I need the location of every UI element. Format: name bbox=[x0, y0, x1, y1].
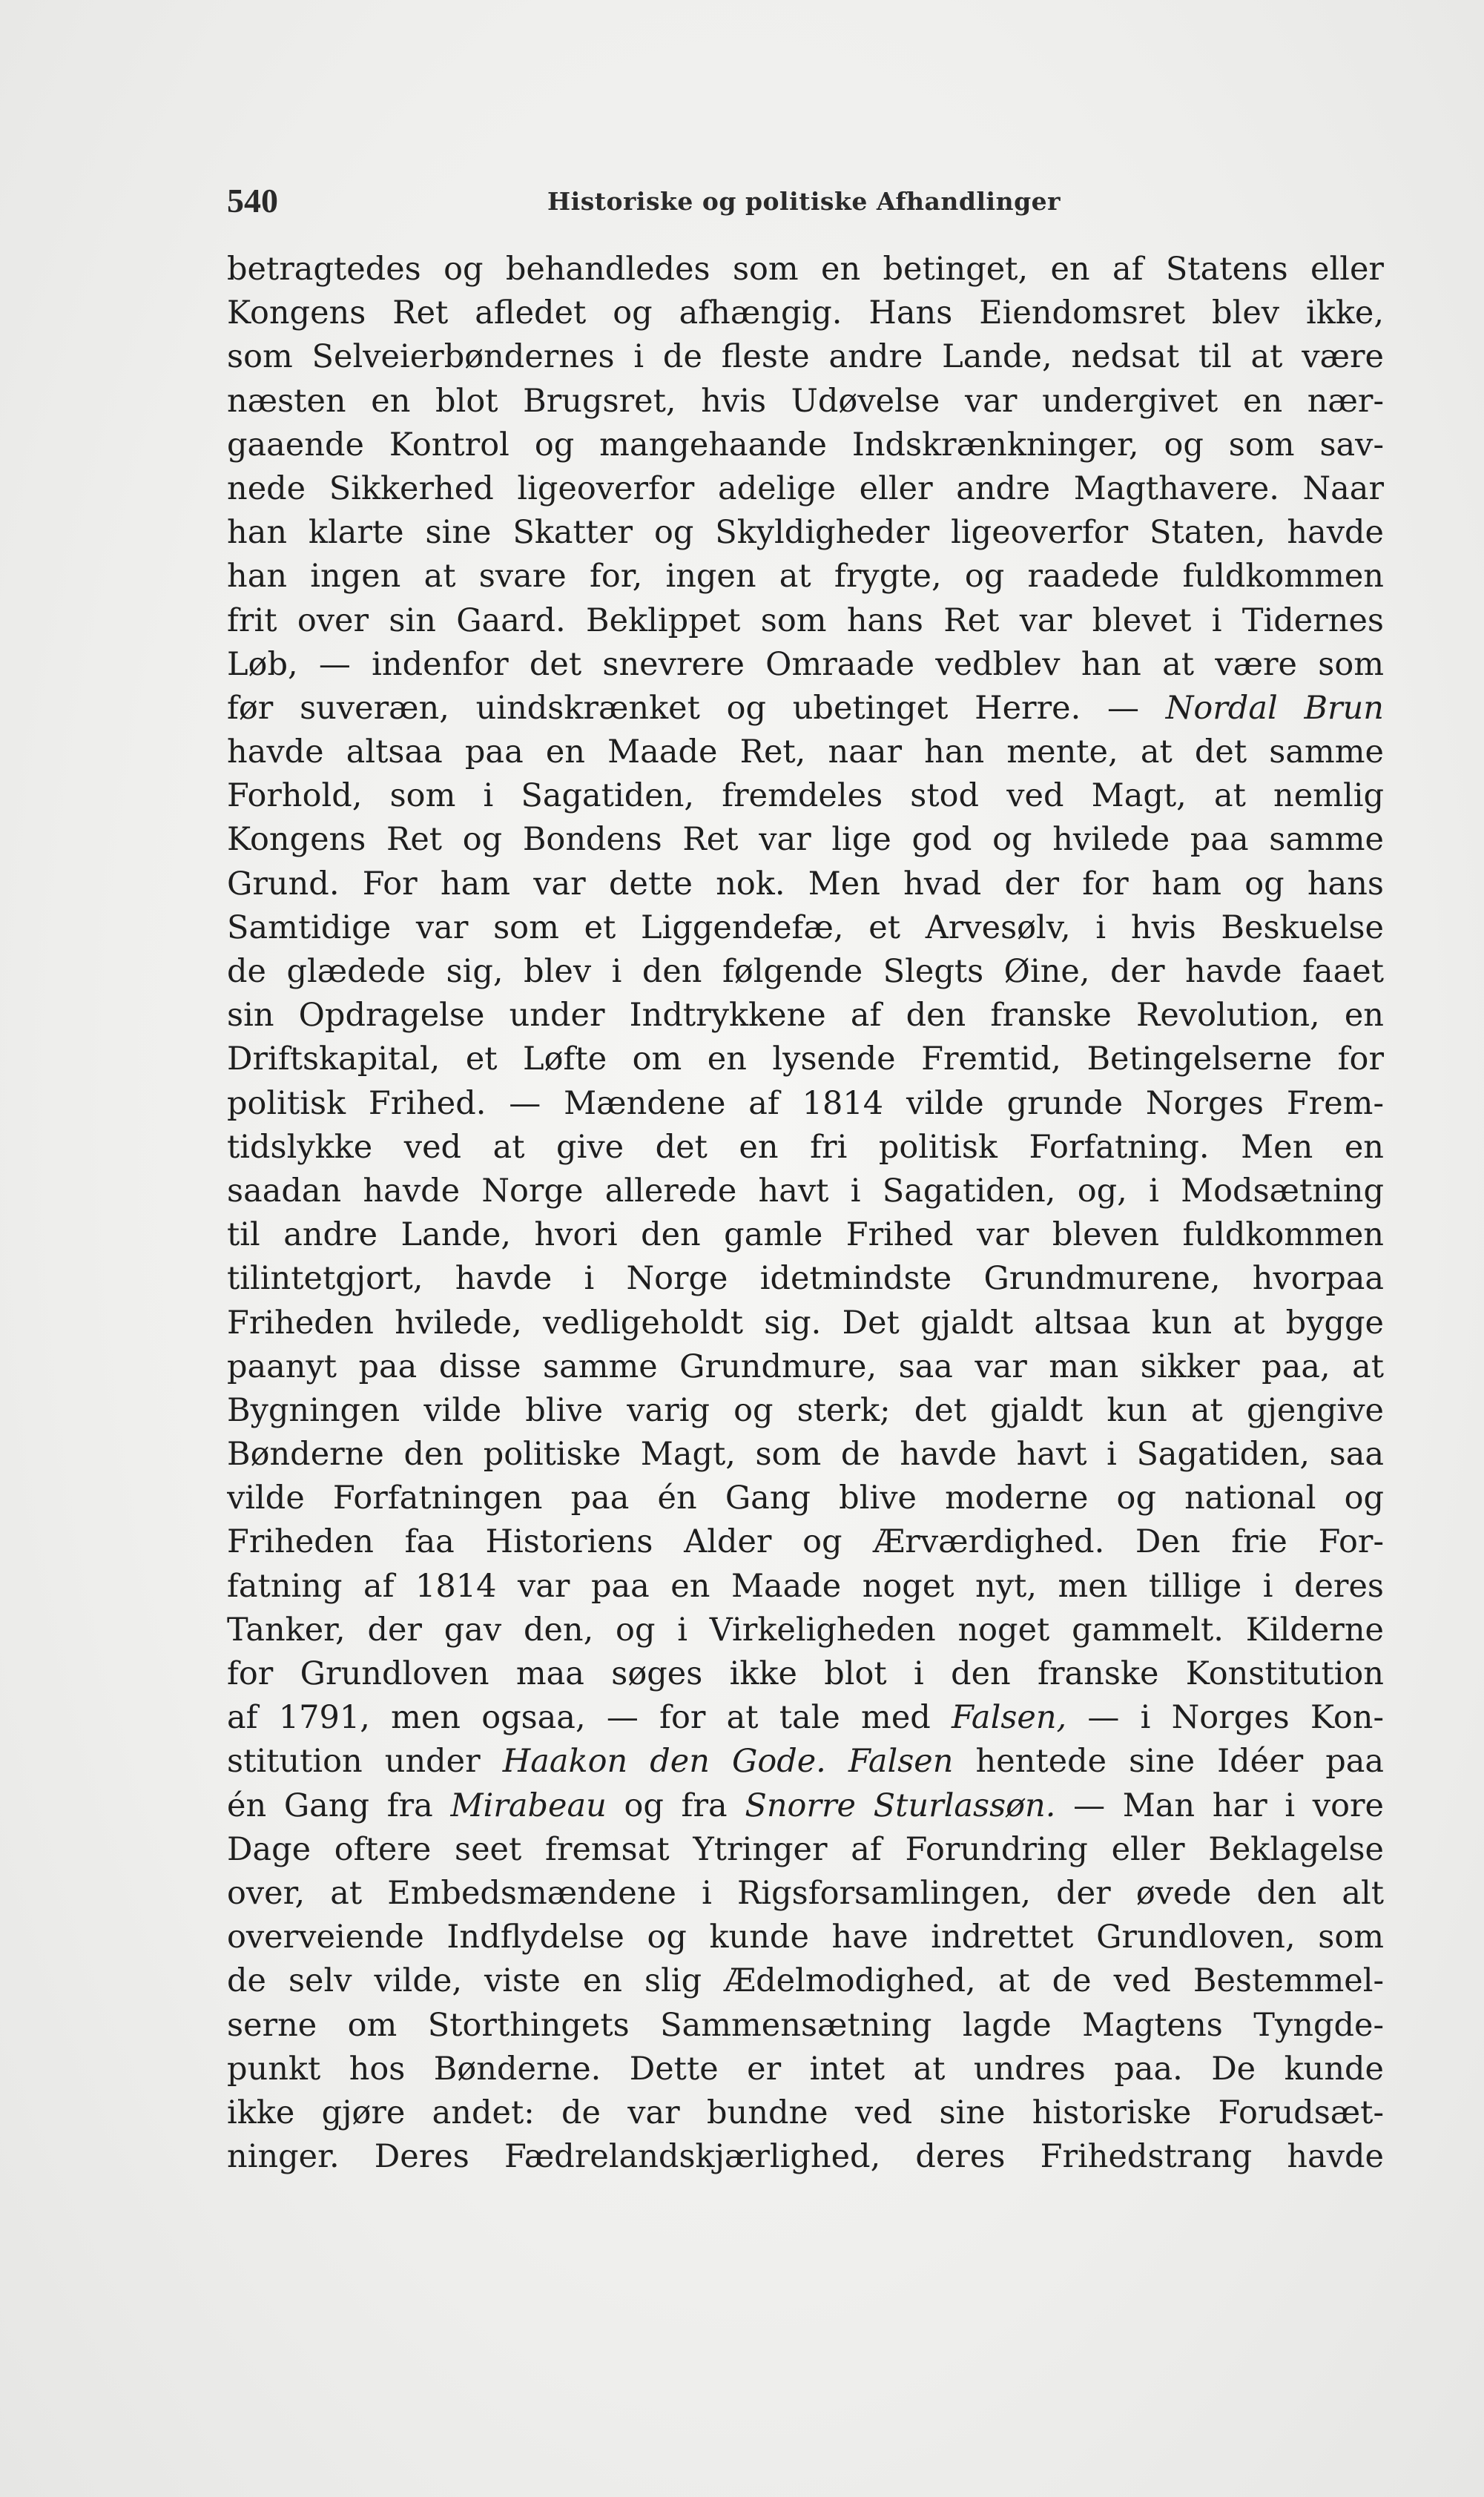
text-span: og fra bbox=[606, 1787, 745, 1824]
text-span: før suveræn, uindskrænket og ubetinget Herre. — bbox=[227, 689, 1166, 727]
italic-name: Falsen bbox=[848, 1743, 954, 1781]
text-span: Løb, — indenfor det snevrere Omraade vedblev han at være som bbox=[227, 645, 1384, 683]
text-line bbox=[227, 511, 1384, 555]
text-span: politisk Frihed. — Mændene af 1814 vilde grunde Norges Frem- bbox=[227, 1084, 1384, 1122]
text-span: hentede sine Idéer paa bbox=[953, 1743, 1384, 1781]
text-span: Friheden faa Historiens Alder og Ærværdighed. Den frie For- bbox=[227, 1523, 1384, 1561]
text-line bbox=[227, 1257, 1384, 1301]
text-line bbox=[227, 248, 1384, 291]
text-line bbox=[227, 2135, 1384, 2179]
text-line bbox=[227, 1959, 1384, 2003]
text-span: Kongens Ret og Bondens Ret var lige god og hvilede paa samme bbox=[227, 821, 1384, 859]
text-span: nede Sikkerhed ligeoverfor adelige eller andre Magthavere. Naar bbox=[227, 469, 1384, 507]
text-line bbox=[227, 1784, 1384, 1828]
text-line bbox=[227, 1082, 1384, 1126]
text-span: Bygningen vilde blive varig og sterk; det gjaldt kun at gjengive bbox=[227, 1391, 1384, 1429]
italic-name: Haakon den Gode. bbox=[502, 1743, 826, 1781]
italic-name: Falsen, bbox=[952, 1699, 1067, 1737]
text-span: han klarte sine Skatter og Skyldigheder ligeoverfor Staten, havde bbox=[227, 514, 1384, 552]
italic-name: Snorre Sturlassøn. bbox=[745, 1787, 1056, 1824]
text-line bbox=[227, 1609, 1384, 1652]
text-line bbox=[227, 335, 1384, 379]
text-span: til andre Lande, hvori den gamle Frihed var bleven fuldkommen bbox=[227, 1216, 1384, 1254]
text-span: én Gang fra bbox=[227, 1787, 451, 1824]
text-line bbox=[227, 380, 1384, 423]
text-span: sin Opdragelse under Indtrykkene af den franske Revolution, en bbox=[227, 997, 1384, 1035]
text-line bbox=[227, 906, 1384, 950]
text-span: overveiende Indflydelse og kunde have indrettet Grundloven, som bbox=[227, 1919, 1384, 1956]
text-span: saadan havde Norge allerede havt i Sagatiden, og, i Modsætning bbox=[227, 1172, 1384, 1210]
italic-name: Mirabeau bbox=[450, 1787, 607, 1824]
italic-name: Nordal Brun bbox=[1165, 689, 1384, 727]
text-line bbox=[227, 1828, 1384, 1872]
text-span: gaaende Kontrol og mangehaande Indskrænkninger, og som sav- bbox=[227, 426, 1384, 464]
text-line bbox=[227, 1916, 1384, 1959]
text-line bbox=[227, 1477, 1384, 1520]
text-span: ikke gjøre andet: de var bundne ved sine historiske Forudsæt- bbox=[227, 2094, 1384, 2131]
text-line bbox=[227, 423, 1384, 467]
text-span: havde altsaa paa en Maade Ret, naar han mente, at det samme bbox=[227, 733, 1384, 771]
text-span: Tanker, der gav den, og i Virkeligheden noget gammelt. Kilderne bbox=[227, 1611, 1384, 1649]
text-span bbox=[826, 1743, 848, 1780]
text-span: paanyt paa disse samme Grundmure, saa var man sikker paa, at bbox=[227, 1348, 1384, 1385]
text-span: Dage oftere seet fremsat Ytringer af Forundring eller Beklagelse bbox=[227, 1830, 1384, 1868]
text-span: for Grundloven maa søges ikke blot i den franske Konstitution bbox=[227, 1655, 1384, 1692]
text-span: de glædede sig, blev i den følgende Slegts Øine, der havde faaet bbox=[227, 953, 1384, 990]
text-span: Samtidige var som et Liggendefæ, et Arvesølv, i hvis Beskuelse bbox=[227, 908, 1384, 946]
text-line bbox=[227, 555, 1384, 598]
text-line bbox=[227, 1433, 1384, 1477]
text-span: tidslykke ved at give det en fri politisk Forfatning. Men en bbox=[227, 1128, 1384, 1166]
text-line bbox=[227, 1740, 1384, 1784]
text-span: de selv vilde, viste en slig Ædelmodighed, at de ved Bestemmel- bbox=[227, 1962, 1384, 2000]
text-line bbox=[227, 599, 1384, 643]
text-line bbox=[227, 818, 1384, 862]
text-span: Kongens Ret afledet og afhængig. Hans Eiendomsret blev ikke, bbox=[227, 294, 1384, 332]
text-span: næsten en blot Brugsret, hvis Udøvelse var undergivet en nær- bbox=[227, 382, 1384, 420]
text-line bbox=[227, 950, 1384, 994]
text-span: Bønderne den politiske Magt, som de havde havt i Sagatiden, saa bbox=[227, 1436, 1384, 1474]
text-line bbox=[227, 1520, 1384, 1564]
text-line bbox=[227, 1213, 1384, 1257]
text-line bbox=[227, 774, 1384, 818]
text-line bbox=[227, 2004, 1384, 2048]
text-line bbox=[227, 1345, 1384, 1389]
page-header bbox=[227, 175, 1384, 227]
text-span: Forhold, som i Sagatiden, fremdeles stod ved Magt, at nemlig bbox=[227, 777, 1384, 815]
text-span: han ingen at svare for, ingen at frygte, og raadede fuldkommen bbox=[227, 558, 1384, 596]
text-span: betragtedes og behandledes som en betinget, en af Statens eller bbox=[227, 251, 1384, 288]
text-line bbox=[227, 643, 1384, 687]
text-span: vilde Forfatningen paa én Gang blive moderne og national og bbox=[227, 1480, 1384, 1517]
running-title: Historiske og politiske Afhandlinger bbox=[547, 187, 1061, 216]
text-span: over, at Embedsmændene i Rigsforsamlingen, der øvede den alt bbox=[227, 1874, 1384, 1912]
text-line bbox=[227, 1389, 1384, 1433]
text-line bbox=[227, 2091, 1384, 2135]
text-line bbox=[227, 291, 1384, 335]
text-line bbox=[227, 1038, 1384, 1081]
text-line bbox=[227, 1126, 1384, 1170]
text-span: — Man har i vore bbox=[1055, 1787, 1384, 1824]
text-span: punkt hos Bønderne. Dette er intet at undres paa. De kunde bbox=[227, 2050, 1384, 2088]
text-line bbox=[227, 1696, 1384, 1740]
text-span: frit over sin Gaard. Beklippet som hans Ret var blevet i Tidernes bbox=[227, 601, 1384, 639]
text-line bbox=[227, 1652, 1384, 1696]
text-line bbox=[227, 2048, 1384, 2091]
text-span: fatning af 1814 var paa en Maade noget nyt, men tillige i deres bbox=[227, 1567, 1384, 1605]
body-text bbox=[227, 248, 1384, 2179]
text-span: Driftskapital, et Løfte om en lysende Fremtid, Betingelserne for bbox=[227, 1040, 1384, 1078]
text-span: ninger. Deres Fædrelandskjærlighed, deres Frihedstrang havde bbox=[227, 2138, 1384, 2176]
text-span: af 1791, men ogsaa, — for at tale med bbox=[227, 1699, 952, 1737]
text-line bbox=[227, 994, 1384, 1038]
text-line bbox=[227, 730, 1384, 774]
text-span: serne om Storthingets Sammensætning lagde Magtens Tyngde- bbox=[227, 2006, 1384, 2044]
text-span: som Selveierbøndernes i de fleste andre Lande, nedsat til at være bbox=[227, 338, 1384, 376]
text-line bbox=[227, 687, 1384, 730]
text-line bbox=[227, 1302, 1384, 1345]
text-span: — i Norges Kon- bbox=[1066, 1699, 1384, 1737]
text-line bbox=[227, 1872, 1384, 1916]
text-line bbox=[227, 1565, 1384, 1609]
page-number: 540 bbox=[227, 182, 278, 220]
text-span: stitution under bbox=[227, 1743, 503, 1781]
text-line bbox=[227, 1170, 1384, 1213]
text-span: Grund. For ham var dette nok. Men hvad der for ham og hans bbox=[227, 865, 1384, 903]
text-line bbox=[227, 467, 1384, 511]
text-span: Friheden hvilede, vedligeholdt sig. Det gjaldt altsaa kun at bygge bbox=[227, 1304, 1384, 1342]
text-line bbox=[227, 862, 1384, 906]
text-span: tilintetgjort, havde i Norge idetmindste Grundmurene, hvorpaa bbox=[227, 1260, 1384, 1298]
